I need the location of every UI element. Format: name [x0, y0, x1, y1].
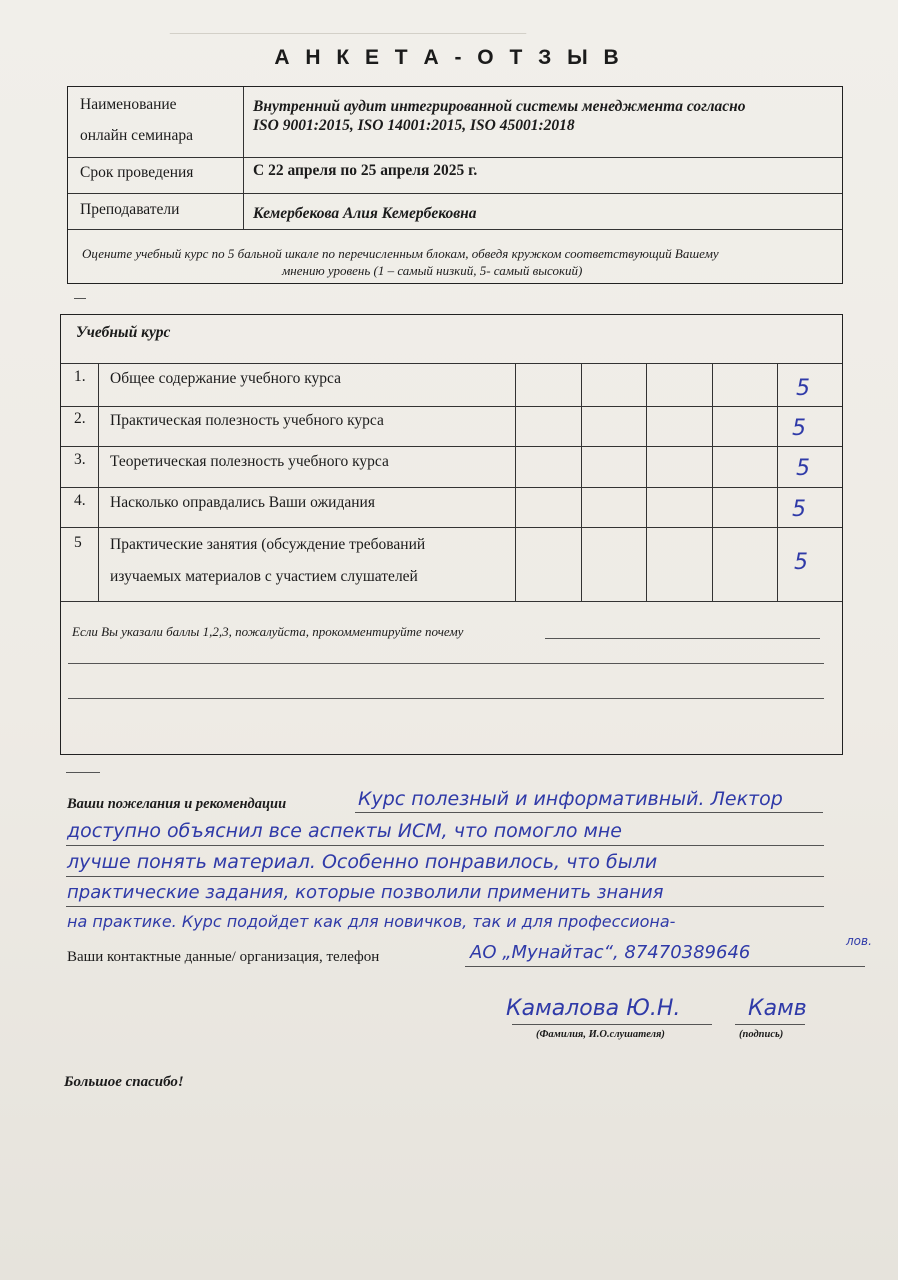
seminar-name-value-2: ISO 9001:2015, ISO 14001:2015, ISO 45001:2018 — [253, 117, 575, 134]
teachers-label: Преподаватели — [80, 201, 180, 218]
header-row-divider — [68, 229, 842, 230]
contacts-underline — [465, 966, 865, 967]
signature-underline — [735, 1024, 805, 1025]
contacts-value: АО „Мунайтас“, 87470389646 — [470, 942, 751, 963]
recommendation-line: доступно объяснил все аспекты ИСМ, что помогло мне — [67, 820, 622, 842]
separator-dash — [74, 298, 86, 299]
contacts-label: Ваши контактные данные/ организация, телефон — [67, 949, 380, 965]
course-row-score: 5 — [792, 416, 806, 441]
header-col-divider — [243, 87, 244, 229]
recommendation-line: на практике. Курс подойдет как для новичков, так и для профессиона- — [67, 912, 676, 931]
signature-underline — [512, 1024, 712, 1025]
course-row-num: 3. — [74, 451, 86, 468]
course-row-text-2: изучаемых материалов с участием слушателей — [110, 568, 418, 585]
header-row-divider — [68, 157, 842, 158]
recommendation-underline — [66, 876, 824, 877]
course-row-text: Теоретическая полезность учебного курса — [110, 453, 389, 470]
course-row-text: Насколько оправдались Ваши ожидания — [110, 494, 375, 511]
score-col-divider — [712, 363, 713, 601]
recommendation-line: практические задания, которые позволили применить знания — [67, 882, 664, 903]
course-row-num: 1. — [74, 368, 86, 385]
course-row-score: 5 — [794, 550, 808, 575]
course-row-text: Общее содержание учебного курса — [110, 370, 341, 387]
course-row-divider — [61, 527, 842, 528]
recommendation-line: лучше понять материал. Особенно понравилось, что были — [67, 851, 658, 873]
course-row-num: 4. — [74, 492, 86, 509]
course-row-text: Практическая полезность учебного курса — [110, 412, 384, 429]
bleed-through-text: ________________________________________ — [170, 18, 526, 35]
course-row-score: 5 — [792, 497, 806, 522]
course-row-divider — [61, 363, 842, 364]
comment-line — [68, 663, 824, 664]
term-label: Срок проведения — [80, 164, 194, 181]
course-row-num: 5 — [74, 534, 82, 551]
comment-line — [545, 638, 820, 639]
form-title: А Н К Е Т А - О Т З Ы В — [274, 46, 624, 69]
course-row-score: 5 — [796, 456, 810, 481]
sign-caption: (подпись) — [739, 1029, 784, 1040]
name-caption: (Фамилия, И.О.слушателя) — [536, 1029, 665, 1040]
course-row-score: 5 — [796, 376, 810, 401]
recommendation-line: Курс полезный и информативный. Лектор — [358, 788, 783, 810]
score-col-divider — [515, 363, 516, 601]
recommendation-underline — [66, 845, 824, 846]
num-col-divider — [98, 363, 99, 601]
rating-instruction-2: мнению уровень (1 – самый низкий, 5- самый высокий) — [282, 263, 583, 278]
signature-name: Камалова Ю.Н. — [506, 996, 681, 1021]
thanks-text: Большое спасибо! — [64, 1074, 184, 1090]
recommendation-underline — [355, 812, 823, 813]
recommendation-underline — [66, 906, 824, 907]
seminar-name-label-2: онлайн семинара — [80, 127, 193, 144]
rating-instruction: Оцените учебный курс по 5 бальной шкале по перечисленным блокам, обведя кружком соответствующий Вашему — [82, 246, 719, 261]
course-row-num: 2. — [74, 410, 86, 427]
course-row-text: Практические занятия (обсуждение требований — [110, 536, 426, 553]
separator-dash — [66, 772, 100, 773]
course-row-divider — [61, 446, 842, 447]
term-value: С 22 апреля по 25 апреля 2025 г. — [253, 162, 478, 179]
signature-sign: Камв — [748, 996, 807, 1021]
course-heading: Учебный курс — [76, 324, 171, 341]
comment-line — [68, 698, 824, 699]
score-col-divider — [581, 363, 582, 601]
score-col-divider — [646, 363, 647, 601]
course-row-divider — [61, 406, 842, 407]
recommendations-label: Ваши пожелания и рекомендации — [67, 796, 287, 812]
course-row-divider — [61, 487, 842, 488]
teachers-value: Кемербекова Алия Кемербековна — [253, 205, 477, 222]
seminar-name-value: Внутренний аудит интегрированной системы менеджмента согласно — [253, 98, 746, 115]
score-col-divider — [777, 363, 778, 601]
header-row-divider — [68, 193, 842, 194]
seminar-name-label: Наименование — [80, 96, 177, 113]
course-row-divider — [61, 601, 842, 602]
recommendation-line: лов. — [846, 934, 872, 948]
comment-prompt: Если Вы указали баллы 1,2,3, пожалуйста, прокомментируйте почему — [72, 624, 464, 639]
